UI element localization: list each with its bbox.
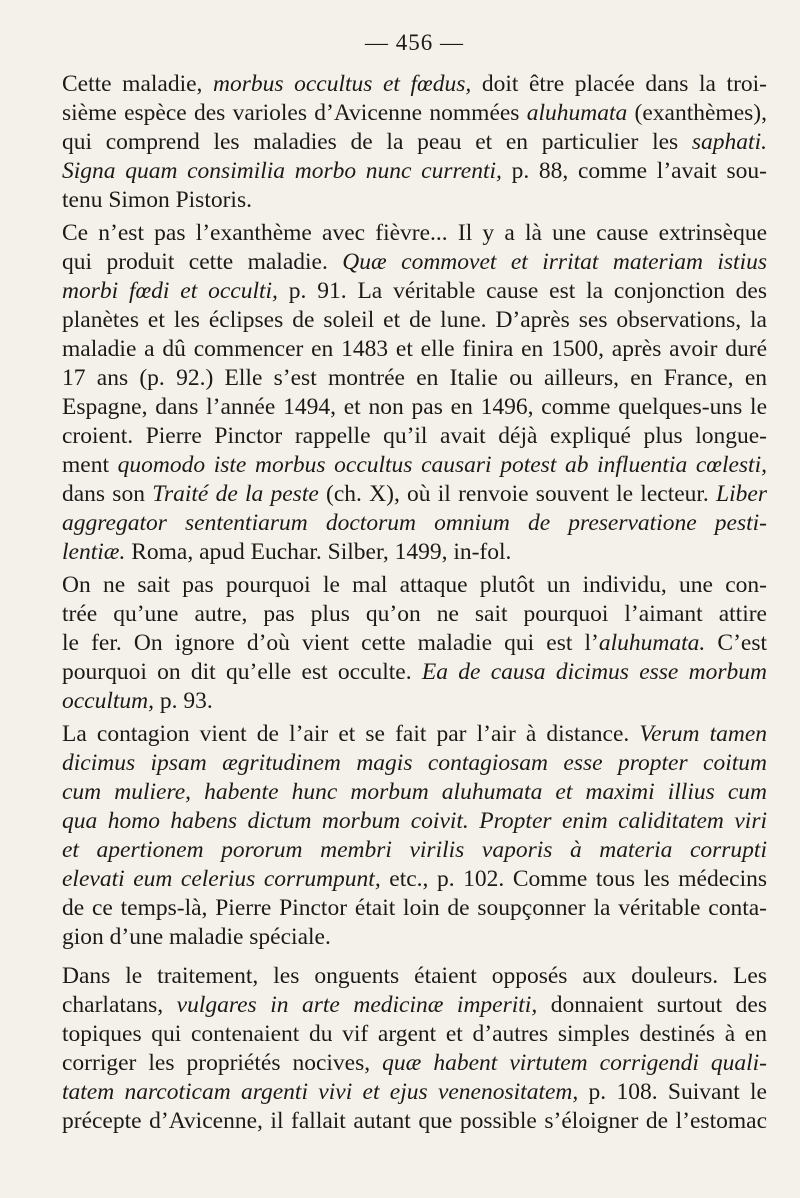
italic-span: Verum tamen [639,721,767,747]
text-line [62,658,767,687]
text-span: C’est [705,630,767,656]
text-line [62,186,767,215]
text-line [62,157,767,186]
text-span: p. 93. [154,688,213,714]
text-span: Dans le traitement, les onguents étaient opposés aux douleurs. Les [62,963,767,989]
text-line [62,923,767,952]
text-line [62,306,767,335]
text-span: donnaient surtout des [537,992,767,1018]
italic-span: Signa quam consimilia morbo nunc currenti, [62,158,502,184]
text-line [62,1078,767,1107]
text-span: précepte d’Avicenne, il fallait autant que possible s’éloigner de l’estomac [62,1108,767,1134]
text-span: sième espèce des varioles d’Avicenne nommées [62,100,527,126]
text-line [62,1049,767,1078]
text-line [62,865,767,894]
text-line [62,807,767,836]
text-line [62,70,767,99]
paragraph [62,962,767,1136]
text-span: planètes et les éclipses de soleil et de lune. D’après ses observations, la [62,307,767,333]
text-line [62,571,767,600]
text-span: pourquoi on dit qu’elle est occulte. [62,659,422,685]
text-line [62,1020,767,1049]
text-span: tenu Simon Pistoris. [62,187,252,213]
text-span: le fer. On ignore d’où vient cette maladie qui est l’ [62,630,599,656]
text-span: On ne sait pas pourquoi le mal attaque plutôt un individu, une con- [62,572,767,598]
text-line [62,393,767,422]
italic-span: et apertionem pororum membri virilis vaporis à materia corrupti [62,837,767,863]
text-span: Roma, apud Euchar. Silber, 1499, in-fol. [125,539,512,565]
text-line [62,991,767,1020]
text-span: dans son [62,481,153,507]
text-line [62,778,767,807]
italic-span: aggregator sententiarum doctorum omnium de preservatione pesti- [62,510,767,536]
text-span: Cette maladie, [62,71,214,97]
italic-span: quæ habent virtutem corrigendi quali- [382,1050,767,1076]
text-span: doit être placée dans la troi- [471,71,767,97]
italic-span: aluhumata. [598,630,706,656]
paragraph [62,720,767,952]
text-line [62,219,767,248]
text-line [62,128,767,157]
text-span: qui comprend les maladies de la peau et en particulier les [62,129,692,155]
text-line [62,962,767,991]
italic-span: qua homo habens dictum morbum coivit. Propter enim caliditatem viri [62,808,767,834]
page-number: — 456 — [365,30,464,55]
body-text [62,70,767,1140]
text-span: (ch. X), où il renvoie souvent le lecteur. [318,481,717,507]
italic-span: vulgares in arte medicinæ imperiti, [176,992,538,1018]
text-line [62,687,767,716]
text-line [62,894,767,923]
italic-span: aluhumata [526,100,628,126]
document-page [62,0,767,1198]
text-span: corriger les propriétés nocives, [62,1050,383,1076]
italic-span: Quæ commovet et irritat materiam istius [342,249,767,275]
text-span: gion d’une maladie spéciale. [62,924,331,950]
text-span: La contagion vient de l’air et se fait par l’air à distance. [62,721,640,747]
italic-span: tatem narcoticam argenti vivi et ejus venenositatem, [62,1079,579,1105]
italic-span: morbi fœdi et occulti, [62,278,278,304]
italic-span: occultum, [62,688,155,714]
text-span: charlatans, [62,992,177,1018]
text-span: de ce temps-là, Pierre Pinctor était loin de soupçonner la véritable conta- [62,895,767,921]
text-line [62,600,767,629]
paragraph [62,219,767,567]
text-line [62,277,767,306]
text-span: p. 88, comme l’avait sou- [501,158,767,184]
paragraph [62,571,767,716]
text-line [62,509,767,538]
text-line [62,749,767,778]
text-line [62,422,767,451]
italic-span: Traité de la peste [152,481,319,507]
italic-span: dicimus ipsam ægritudinem magis contagiosam esse propter coitum [62,750,767,776]
text-line [62,248,767,277]
italic-span: quomodo iste morbus occultus causari potest ab influentia cœlesti, [117,452,767,478]
text-span: maladie a dû commencer en 1483 et elle finira en 1500, après avoir duré [62,336,767,362]
text-line [62,335,767,364]
italic-span: lentiæ. [62,539,126,565]
text-span: (exanthèmes), [627,100,767,126]
text-span: Espagne, dans l’année 1494, et non pas en 1496, comme quelques-uns le [62,394,767,420]
italic-span: Ea de causa dicimus esse morbum [421,659,767,685]
text-span: 17 ans (p. 92.) Elle s’est montrée en Italie ou ailleurs, en France, en [62,365,767,391]
italic-span: saphati. [691,129,767,155]
italic-span: Liber [716,481,767,507]
text-span: p. 108. Suivant le [578,1079,767,1105]
text-line [62,836,767,865]
text-span: trée qu’une autre, pas plus qu’on ne sait pourquoi l’aimant attire [62,601,767,627]
italic-span: cum muliere, habente hunc morbum aluhumata et maximi illius cum [62,779,767,805]
text-line [62,364,767,393]
paragraph [62,70,767,215]
text-line [62,451,767,480]
text-line [62,99,767,128]
text-span: qui produit cette maladie. [62,249,343,275]
text-line [62,480,767,509]
italic-span: morbus occultus et fœdus, [213,71,472,97]
text-line [62,629,767,658]
text-span: topiques qui contenaient du vif argent et d’autres simples destinés à en [62,1021,767,1047]
text-span: Ce n’est pas l’exanthème avec fièvre... Il y a là une cause extrinsèque [62,220,767,246]
text-line [62,538,767,567]
text-line [62,1107,767,1136]
italic-span: elevati eum celerius corrumpunt, [62,866,381,892]
text-line [62,720,767,749]
text-span: ment [62,452,118,478]
text-span: etc., p. 102. Comme tous les médecins [380,866,767,892]
text-span: croient. Pierre Pinctor rappelle qu’il avait déjà expliqué plus longue- [62,423,767,449]
text-span: p. 91. La véritable cause est la conjonction des [277,278,767,304]
